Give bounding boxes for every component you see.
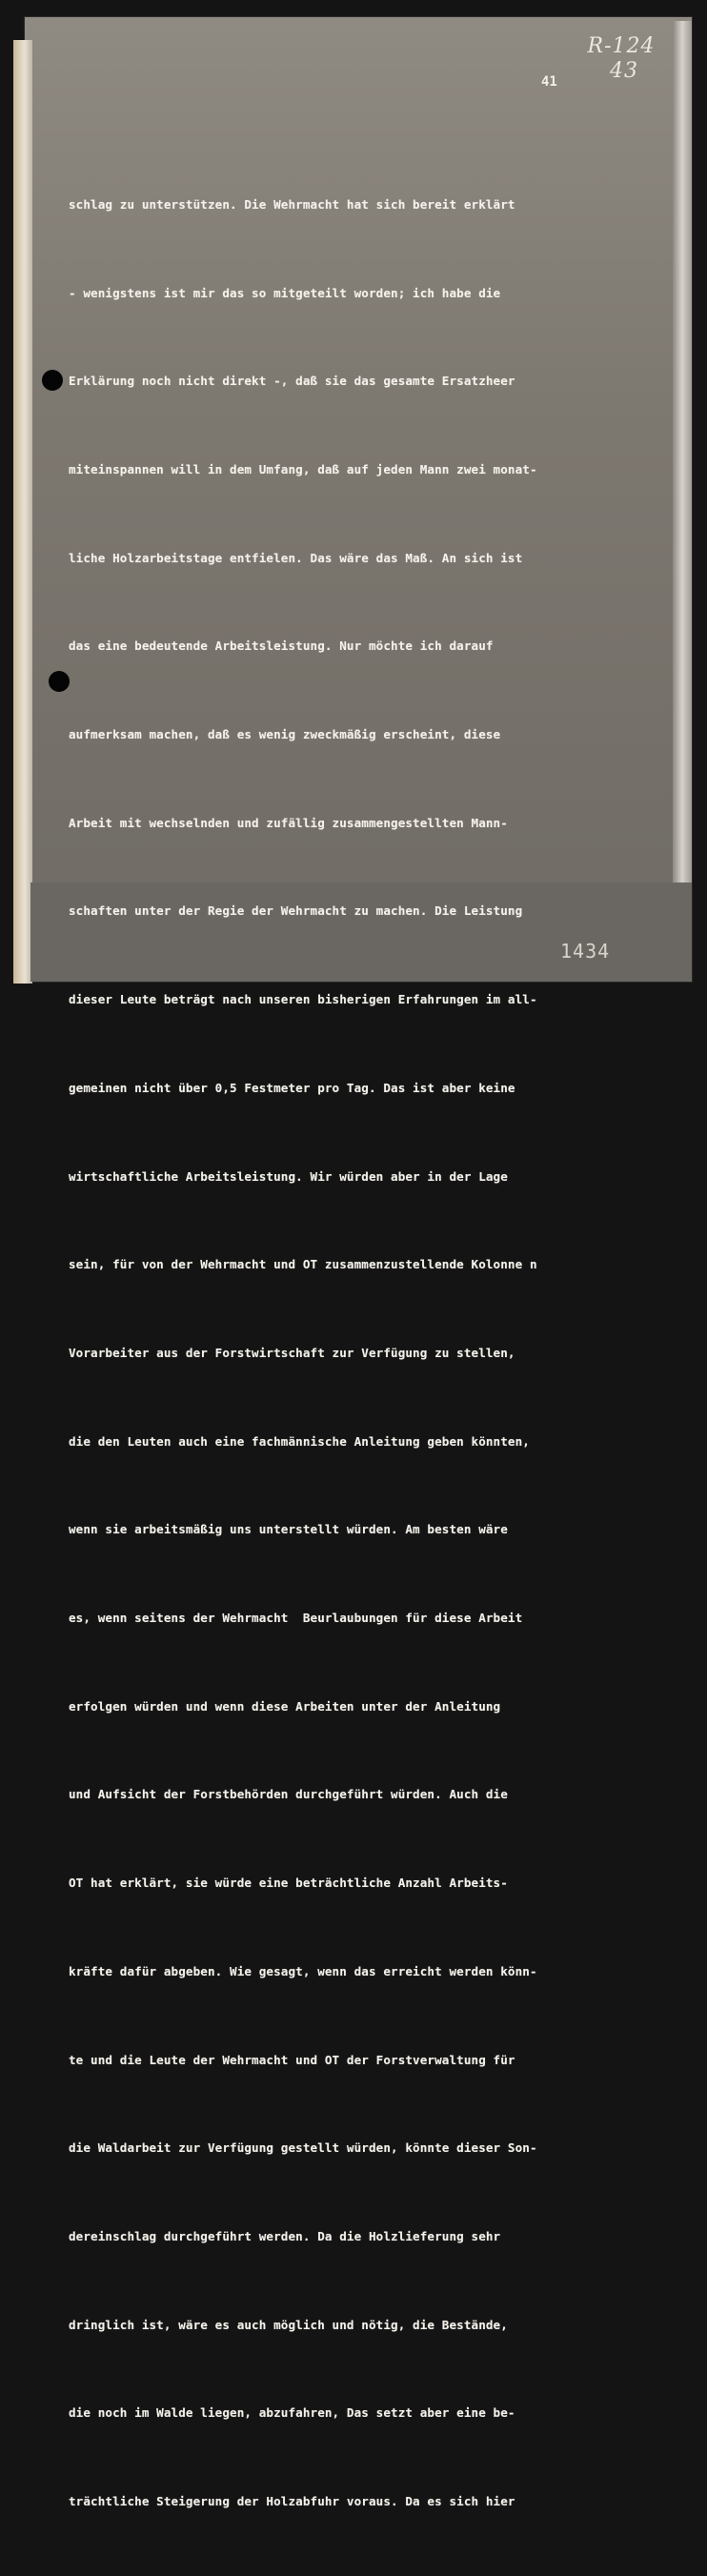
text-line: miteinspannen will in dem Umfang, daß auf jeden Mann zwei monat- [69, 461, 537, 477]
text-line: schlag zu unterstützen. Die Wehrmacht hat sich bereit erklärt [69, 196, 515, 212]
typewritten-body [69, 132, 621, 2576]
text-line: dieser Leute beträgt nach unseren bisherigen Erfahrungen im all- [69, 992, 537, 1007]
text-line: das eine bedeutende Arbeitsleistung. Nur möchte ich darauf [69, 639, 494, 654]
archive-mark-line-2: 43 [610, 59, 638, 83]
text-line: - wenigstens ist mir das so mitgeteilt worden; ich habe die [69, 285, 501, 300]
text-line: sein, für von der Wehrmacht und OT zusammenzustellende Kolonne n [69, 1257, 537, 1272]
handwritten-archive-mark [583, 34, 659, 84]
text-line: und Aufsicht der Forstbehörden durchgeführt würden. Auch die [69, 1787, 508, 1802]
text-line: es, wenn seitens der Wehrmacht Beurlaubungen für diese Arbeit [69, 1611, 523, 1626]
text-line: liche Holzarbeitstage entfielen. Das wäre das Maß. An sich ist [69, 550, 523, 565]
text-line: trächtliche Steigerung der Holzabfuhr voraus. Da es sich hier [69, 2494, 515, 2509]
paper-right-edge [673, 21, 692, 982]
text-line: die Waldarbeit zur Verfügung gestellt würden, könnte dieser Son- [69, 2140, 537, 2156]
text-line: kräfte dafür abgeben. Wie gesagt, wenn das erreicht werden könn- [69, 1963, 537, 1978]
text-line: schaften unter der Regie der Wehrmacht zu machen. Die Leistung [69, 903, 523, 919]
paper-left-edge [13, 40, 32, 984]
text-line: die den Leuten auch eine fachmännische Anleitung geben könnten, [69, 1433, 530, 1449]
text-line: erfolgen würden und wenn diese Arbeiten unter der Anleitung [69, 1698, 501, 1714]
archive-mark-line-1: R-124 [587, 34, 656, 58]
punch-hole-upper [42, 370, 63, 391]
text-line: dereinschlag durchgeführt werden. Da die Holzlieferung sehr [69, 2228, 501, 2243]
text-line: wenn sie arbeitsmäßig uns unterstellt würden. Am besten wäre [69, 1522, 508, 1537]
text-line: Erklärung noch nicht direkt -, daß sie das gesamte Ersatzheer [69, 374, 515, 389]
stamped-document-number: 1434 [560, 940, 611, 963]
text-line: wirtschaftliche Arbeitsleistung. Wir würden aber in der Lage [69, 1168, 508, 1184]
text-line: OT hat erklärt, sie würde eine beträchtliche Anzahl Arbeits- [69, 1876, 508, 1891]
text-line: dringlich ist, wäre es auch möglich und nötig, die Bestände, [69, 2317, 508, 2332]
text-line: gemeinen nicht über 0,5 Festmeter pro Tag. Das ist aber keine [69, 1080, 515, 1095]
text-line: Arbeit mit wechselnden und zufällig zusammengestellten Mann- [69, 815, 508, 830]
text-line: te und die Leute der Wehrmacht und OT der Forstverwaltung für [69, 2052, 515, 2067]
page-number: 41 [541, 74, 557, 90]
punch-hole-lower [49, 671, 70, 692]
text-line: aufmerksam machen, daß es wenig zweckmäßig erscheint, diese [69, 727, 501, 742]
text-line: die noch im Walde liegen, abzufahren, Das setzt aber eine be- [69, 2405, 515, 2421]
text-line: Vorarbeiter aus der Forstwirtschaft zur Verfügung zu stellen, [69, 1345, 515, 1360]
